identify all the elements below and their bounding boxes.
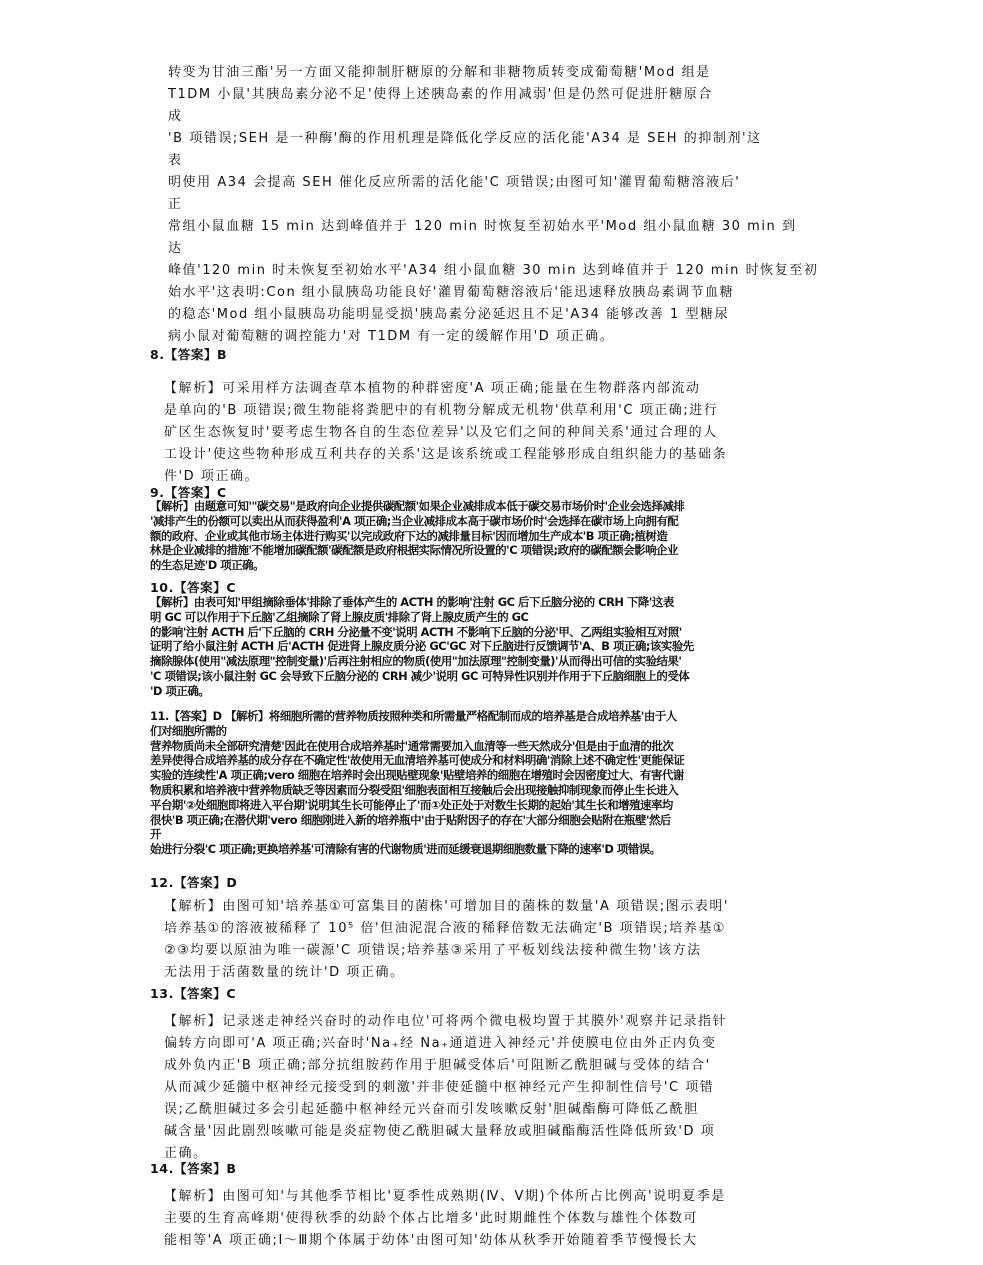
text-line: 【解析】由图可知'培养基①可富集目的菌株'可增加目的菌株的数量'A 项错误;图示表明' <box>164 899 730 914</box>
text-line: 【解析】由图可知'与其他季节相比'夏季性成熟期(Ⅳ、Ⅴ期)个体所占比例高'说明夏季是 <box>164 1189 726 1204</box>
q9-answer: 9.【答案】C <box>150 485 227 500</box>
text-line: 能相等'A 项正确;Ⅰ～Ⅲ期个体属于幼体'由图可知'幼体从秋季开始随着季节慢慢长大 <box>164 1233 698 1248</box>
text-line: 实验的连续性'A 项正确;vero 细胞在培养时会出现贴壁现象'贴壁培养的细胞在增殖时会因密度过大、有害代谢 <box>150 768 684 783</box>
text-line: 主要的生育高峰期'使得秋季的幼龄个体占比增多'此时期雌性个体数与雄性个体数可 <box>164 1211 699 1226</box>
text-line: 培养基①的溶液被稀释了 10⁵ 倍'但油泥混合液的稀释倍数无法确定'B 项错误;培养基① <box>164 921 727 936</box>
text-line: 【解析】由表可知'甲组摘除垂体'排除了垂体产生的 ACTH 的影响'注射 GC 后下丘脑分泌的 CRH 下降'这表 <box>150 595 674 609</box>
text-line: 常组小鼠血糖 15 min 达到峰值并于 120 min 时恢复至初始水平'Mod 组小鼠血糖 30 min 到 <box>168 219 797 234</box>
text-line: T1DM 小鼠'其胰岛素分泌不足'使得上述胰岛素的作用减弱'但是仍然可促进肝糖原合 <box>168 87 713 102</box>
text-line: 明使用 A34 会提高 SEH 催化反应所需的活化能'C 项错误;由图可知'灌胃葡萄糖溶液后' <box>168 175 741 190</box>
text-line: 表 <box>168 153 183 168</box>
q13-explanation <box>164 1011 727 1165</box>
text-line: 无法用于活菌数量的统计'D 项正确。 <box>164 965 405 980</box>
text-line: 正确。 <box>164 1146 208 1161</box>
text-line: 的稳态'Mod 组小鼠胰岛功能明显受损'胰岛素分泌延迟且不足'A34 能够改善 1 型糖尿 <box>168 307 730 322</box>
text-line: 矿区生态恢复时'要考虑生物各自的生态位差异'以及它们之间的种间关系'通过合理的人 <box>164 425 718 440</box>
text-line: 碱含量'因此剧烈咳嗽可能是炎症物使乙酰胆碱大量释放或胆碱酯酶活性降低所致'D 项 <box>164 1124 716 1139</box>
text-line: 开 <box>150 827 161 842</box>
text-line: 摘除腺体(使用"减法原理"控制变量)'后再注射相应的物质(使用"加法原理"控制变量)'从而得出可信的实验结果' <box>150 654 682 669</box>
q7-explanation-continuation <box>168 62 818 348</box>
text-line: 的生态足迹'D 项正确。 <box>150 558 265 573</box>
text-line: 病小鼠对葡萄糖的调控能力'对 T1DM 有一定的缓解作用'D 项正确。 <box>168 329 615 344</box>
text-line: 们对细胞所需的 <box>150 723 227 738</box>
q8-answer: 8.【答案】B <box>150 347 228 362</box>
q10-explanation <box>150 595 694 699</box>
text-line: 误;乙酰胆碱过多会引起延髓中枢神经元兴奋而引发咳嗽反射'胆碱酯酶可降低乙酰胆 <box>164 1102 699 1117</box>
text-line: 偏转方向即可'A 项正确;兴奋时'Na₊经 Na₊通道进入神经元'并使膜电位由外正内负变 <box>164 1036 717 1051</box>
text-line: 的影响'注射 ACTH 后'下丘脑的 CRH 分泌量不变'说明 ACTH 不影响下丘脑的分泌'甲、乙两组实验相互对照' <box>150 624 682 639</box>
text-line: 明 GC 可以作用于下丘脑'乙组摘除了肾上腺皮质'排除了肾上腺皮质产生的 GC <box>150 609 529 624</box>
q11-explanation <box>150 709 684 857</box>
text-line: 成 <box>168 109 183 124</box>
text-line: 林是企业减排的措施'不能增加碳配额'碳配额是政府根据实际情况所设置的'C 项错误;政府的碳配额会影响企业 <box>150 543 678 558</box>
text-line: 从而减少延髓中枢神经元接受到的刺激'并非使延髓中枢神经元产生抑制性信号'C 项错 <box>164 1080 715 1095</box>
text-line: '减排产生的份额可以卖出从而获得盈利'A 项正确;当企业减排成本高于碳市场价时'会选择在碳市场上向拥有配 <box>150 513 679 528</box>
text-line: 【解析】记录迷走神经兴奋时的动作电位'可将两个微电极均置于其膜外'观察并记录指针 <box>164 1014 728 1029</box>
text-line: 'D 项正确。 <box>150 683 210 698</box>
text-line: 很快'B 项正确;在潜伏期'vero 细胞刚进入新的培养瓶中'由于贴附因子的存在'大部分细胞会贴附在瓶壁'然后 <box>150 812 671 827</box>
q14-explanation <box>164 1186 726 1252</box>
text-line: 营养物质尚未全部研究清楚'因此在使用合成培养基时'通常需要加入血清等一些天然成分'但是由于血清的批次 <box>150 738 674 753</box>
text-line: 'B 项错误;SEH 是一种酶'酶的作用机理是降低化学反应的活化能'A34 是 SEH 的抑制剂'这 <box>168 131 762 146</box>
text-line: 平台期'②处细胞即将进入平台期'说明其生长可能停止了'而①处正处于对数生长期的起始'其生长和增殖速率均 <box>150 797 673 812</box>
text-line: 始水平'这表明:Con 组小鼠胰岛功能良好'灌胃葡萄糖溶液后'能迅速释放胰岛素调节血糖 <box>168 285 735 300</box>
q14-answer: 14.【答案】B <box>150 1161 237 1176</box>
text-line: 【解析】可采用样方法调查草本植物的种群密度'A 项正确;能量在生物群落内部流动 <box>164 381 701 396</box>
text-line: 始进行分裂'C 项正确;更换培养基'可清除有害的代谢物质'进而延缓衰退期细胞数量下降的速率'D 项错误。 <box>150 842 661 857</box>
text-line: 达 <box>168 241 183 256</box>
text-line: 成外负内正'B 项正确;部分抗组胺药作用于胆碱受体后'可阻断乙酰胆碱与受体的结合' <box>164 1058 711 1073</box>
text-line: 'C 项错误;该小鼠注射 GC 会导致下丘脑分泌的 CRH 减少'说明 GC 可特异性识别并作用于下丘脑细胞上的受体 <box>150 668 690 683</box>
text-line: 物质积累和培养液中营养物质缺乏等因素而分裂受阻'细胞表面相互接触后会出现接触抑制现象而停止生长进入 <box>150 782 679 797</box>
text-line: 差异使得合成培养基的成分存在不确定性'故使用无血清培养基可使成分和材料明确'消除上述不确定性'更能保证 <box>150 753 685 768</box>
text-line: 工设计'使这些物种形成互利共存的关系'这是该系统或工程能够形成自组织能力的基础条 <box>164 447 728 462</box>
text-line: 正 <box>168 197 183 212</box>
text-line: 件'D 项正确。 <box>164 469 260 484</box>
text-line: 峰值'120 min 时未恢复至初始水平'A34 组小鼠血糖 30 min 达到峰值并于 120 min 时恢复至初 <box>168 263 819 278</box>
q12-explanation <box>164 896 729 984</box>
text-line: 【解析】由题意可知'"碳交易"是政府向企业提供碳配额'如果企业减排成本低于碳交易市场价时'企业会选择减排 <box>150 499 685 513</box>
q13-answer: 13.【答案】C <box>150 986 237 1001</box>
q12-answer: 12.【答案】D <box>150 875 238 890</box>
q8-explanation <box>164 378 727 488</box>
text-line: 11.【答案】D 【解析】将细胞所需的营养物质按照种类和所需量严格配制而成的培养基是合成培养基'由于人 <box>150 709 677 723</box>
q10-answer: 10.【答案】C <box>150 580 237 595</box>
q9-explanation <box>150 499 684 573</box>
text-line: ②③均要以原油为唯一碳源'C 项错误;培养基③采用了平板划线法接种微生物'该方法 <box>164 943 702 958</box>
text-line: 是单向的'B 项错误;微生物能将粪肥中的有机物分解成无机物'供草利用'C 项正确;进行 <box>164 403 719 418</box>
text-line: 证明了给小鼠注射 ACTH 后'ACTH 促进肾上腺皮质分泌 GC'GC 对下丘脑进行反馈调节'A、B 项正确;该实验先 <box>150 639 694 654</box>
text-line: 转变为甘油三酯'另一方面又能抑制肝糖原的分解和非糖物质转变成葡萄糖'Mod 组是 <box>168 65 711 80</box>
text-line: 额的政府、企业或其他市场主体进行购买'以完成政府下达的减排量目标'因而增加生产成本'B 项正确;植树造 <box>150 528 668 543</box>
